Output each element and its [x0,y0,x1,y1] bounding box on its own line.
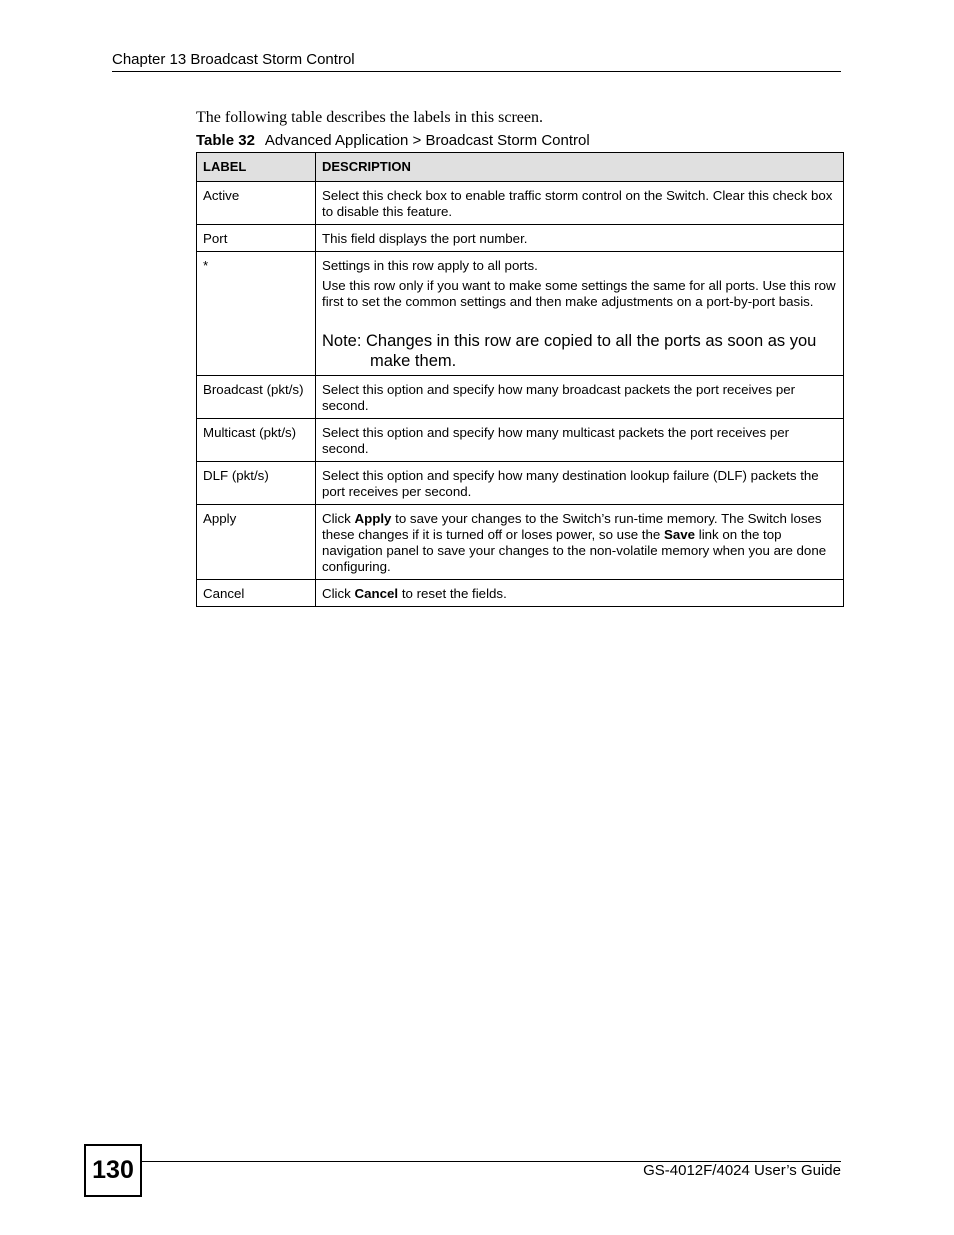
description-paragraph: Use this row only if you want to make some settings the same for all ports. Use this row first to set the common settings and then make adjustments on a port-by-port basis. [322,278,836,309]
column-header-label: LABEL [197,153,316,182]
row-description [316,462,844,505]
emphasized-term: Save [663,527,696,542]
note-text: Note: Changes in this row are copied to all the ports as soon as you make them. [322,332,817,370]
table-row [197,505,844,580]
table-number: Table 32 [196,132,255,149]
emphasized-term: Apply [354,511,392,526]
table-row [197,376,844,419]
row-label: * [197,252,316,376]
page-number-box [84,1144,142,1197]
row-label: Cancel [197,580,316,607]
row-description [316,376,844,419]
table-row [197,252,844,376]
table-row [197,419,844,462]
description-paragraph [322,511,837,575]
description-paragraph [322,586,837,602]
description-text: link on the top navigation panel to save your changes to the non-volatile memory when you are done configuring. [322,527,827,574]
description-paragraph: Select this check box to enable traffic storm control on the Switch. Clear this check box to disable this feature. [322,188,833,219]
row-description [316,580,844,607]
table-caption [196,132,590,150]
row-label: DLF (pkt/s) [197,462,316,505]
row-description [316,225,844,252]
intro-text: The following table describes the labels in this screen. [196,109,544,126]
chapter-title: Chapter 13 Broadcast Storm Control [112,51,355,68]
description-text: Click [322,586,355,601]
row-description [316,182,844,225]
description-paragraph: Settings in this row apply to all ports. [322,258,538,273]
table-row [197,462,844,505]
description-text: Click [322,511,355,526]
row-description [316,505,844,580]
guide-title: GS-4012F/4024 User’s Guide [643,1162,841,1179]
description-paragraph: Select this option and specify how many broadcast packets the port receives per second. [322,382,796,413]
description-paragraph: Select this option and specify how many destination lookup failure (DLF) packets the port receives per second. [322,468,819,499]
emphasized-term: Cancel [354,586,399,601]
description-paragraph: Select this option and specify how many multicast packets the port receives per second. [322,425,790,456]
chapter-header [112,51,841,72]
row-label: Multicast (pkt/s) [197,419,316,462]
row-label: Broadcast (pkt/s) [197,376,316,419]
page-number: 130 [92,1156,134,1184]
row-label: Apply [197,505,316,580]
table-row [197,225,844,252]
description-text: to save your changes to the Switch’s run-time memory. The Switch loses these changes if it is turned off or loses power, so use the [322,511,822,542]
column-header-description: DESCRIPTION [316,153,844,182]
row-label: Port [197,225,316,252]
row-description [316,252,844,376]
description-text: to reset the fields. [398,586,507,601]
row-description [316,419,844,462]
label-description-table [196,152,844,607]
description-paragraph: This field displays the port number. [322,231,528,246]
table-row [197,580,844,607]
table-body [197,182,844,607]
table-row [197,182,844,225]
row-label: Active [197,182,316,225]
table-title: Advanced Application > Broadcast Storm Control [264,132,590,149]
table-header-row [197,153,844,182]
